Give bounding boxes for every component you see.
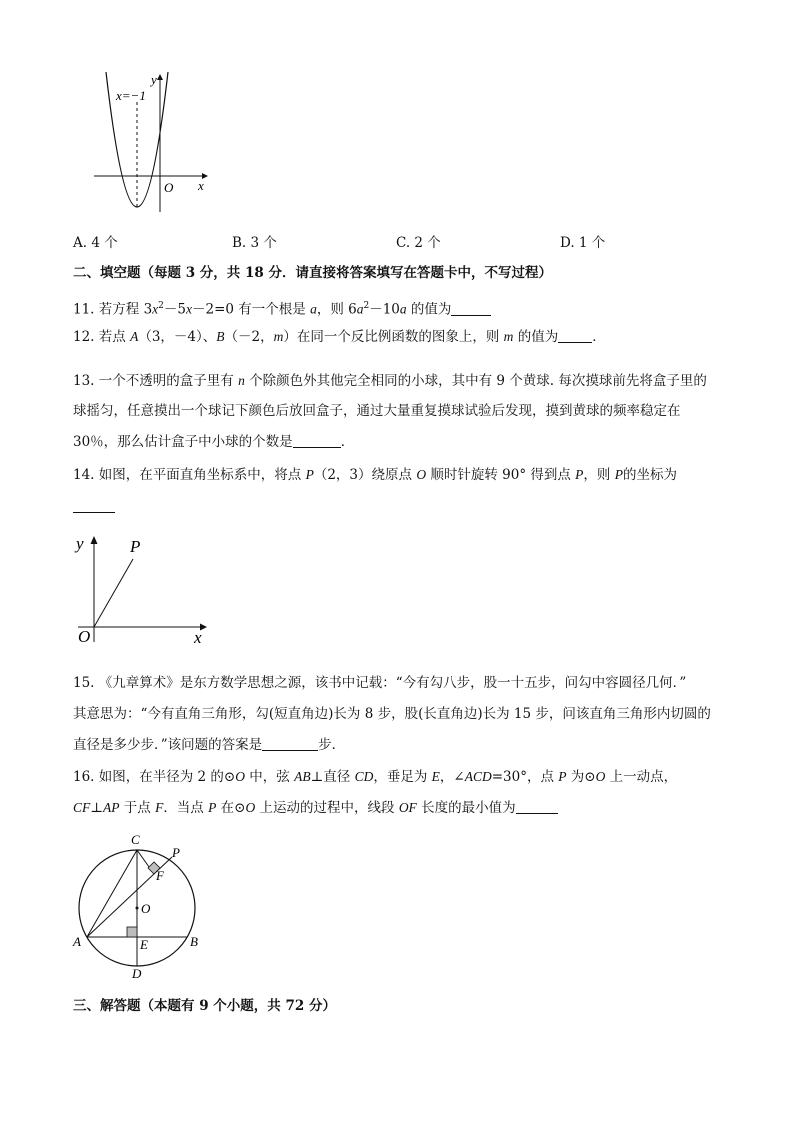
q16-text: 上一动点，: [605, 769, 678, 785]
q12-text: （－2，: [224, 329, 274, 345]
label-e: E: [140, 937, 148, 952]
q14-point-p: P: [305, 467, 314, 482]
option-a: A. 4 个: [73, 235, 118, 251]
segment-ac: [87, 850, 137, 937]
q16-chord-ab: AB: [294, 769, 311, 784]
q13-text: 13. 一个不透明的盒子里有: [73, 373, 239, 389]
x-axis-label: x: [194, 628, 202, 647]
question-14: [73, 465, 677, 485]
x-axis-label: x: [198, 178, 204, 193]
q12-answer-blank[interactable]: [558, 328, 592, 343]
q15-text: 直径是多少步．”该问题的答案是: [73, 737, 263, 753]
point-p-label: P: [130, 537, 141, 556]
q15-text: 步．: [318, 737, 346, 753]
q11-answer-blank[interactable]: [451, 301, 491, 316]
q12-var-m: m: [503, 329, 514, 344]
q12-var-m: m: [273, 329, 284, 344]
q11-text: 若方程 3: [98, 301, 153, 318]
y-axis-label: y: [151, 72, 157, 87]
q11-var-a: a: [310, 301, 317, 317]
question-13-line-2: 球摇匀，任意摸出一个球记下颜色后放回盒子，通过大量重复摸球试验后发现，摸到黄球的频率稳定在: [73, 403, 681, 419]
q16-circle-o: O: [235, 769, 245, 784]
q14-text: 顺时针旋转 90° 得到点: [426, 467, 576, 483]
q16-segment-ap: AP: [102, 800, 120, 815]
axis-of-symmetry-label: x=−1: [116, 88, 146, 103]
q14-point-p-prime: P: [575, 467, 584, 482]
label-d: D: [132, 966, 142, 981]
q13-text: 30％，那么估计盒子中小球的个数是: [73, 434, 293, 450]
q16-text: 16. 如图，在半径为 2 的⊙: [73, 769, 236, 785]
q12-number: 12.: [73, 329, 95, 345]
q12-text: （3，－4）、: [138, 329, 217, 345]
q16-point-p: P: [558, 769, 567, 784]
section-3-title: 三、解答题（本题有 9 个小题，共 72 分）: [73, 998, 336, 1014]
q16-text: 于点: [119, 800, 156, 816]
q16-segment-of: OF: [398, 800, 417, 815]
option-c: C. 2 个: [396, 235, 441, 251]
question-16-line-2: [73, 798, 558, 818]
q14-text: 如图，在平面直角坐标系中，将点: [98, 467, 306, 483]
q12-point-a: A: [130, 329, 139, 344]
q16-segment-cf: CF: [73, 800, 91, 815]
q14-answer-blank[interactable]: [73, 512, 115, 513]
coordinate-figure: [70, 530, 220, 650]
q14-origin-o: O: [416, 467, 427, 482]
q16-text: 长度的最小值为: [416, 800, 516, 816]
q16-foot-e: E: [431, 769, 440, 784]
q14-text: （2，3）绕原点: [313, 467, 417, 483]
question-15-line-2: 其意思为：“今有直角三角形，勾(短直角边)长为 8 步，股(长直角边)长为 15 步，问该直角三角形内切圆的: [73, 706, 711, 722]
question-15-line-1: 15. 《九章算术》是东方数学思想之源，该书中记载：“今有勾八步，股一十五步，问勾中容圆径几何．”: [73, 675, 687, 691]
q16-circle-o: O: [245, 800, 256, 815]
y-axis-arrow: [91, 536, 98, 544]
q16-text: ，垂足为: [373, 769, 432, 785]
q16-point-f: F: [155, 800, 164, 815]
q16-text: 为⊙: [566, 769, 596, 785]
center-dot-o: [136, 907, 139, 910]
origin-label: O: [78, 627, 91, 646]
q16-diameter-cd: CD: [354, 769, 374, 784]
q16-text: ⊥直径: [310, 769, 355, 785]
label-o: O: [141, 901, 151, 916]
q11-text: －5: [163, 301, 186, 318]
q16-text: 中，弦: [245, 769, 295, 785]
y-axis-label: y: [76, 534, 84, 553]
label-p: P: [172, 845, 180, 860]
q11-var-a: a: [356, 301, 364, 317]
q13-answer-blank[interactable]: [293, 433, 341, 448]
q11-text: －10: [369, 301, 400, 318]
q15-answer-blank[interactable]: [262, 736, 318, 751]
q11-number: 11.: [73, 301, 95, 318]
question-11: [73, 296, 491, 320]
q14-point-p-prime: P: [614, 467, 623, 482]
q16-text: ，∠: [439, 769, 465, 785]
origin-label: O: [164, 180, 174, 195]
option-d: D. 1 个: [560, 235, 606, 251]
y-axis-arrow: [157, 74, 163, 80]
section-2-title: 二、填空题（每题 3 分，共 18 分．请直接将答案填写在答题卡中，不写过程）: [73, 265, 552, 281]
question-13-line-1: [73, 371, 707, 391]
q16-angle-acd: ACD: [464, 769, 492, 784]
q11-text: 的值为: [406, 301, 452, 318]
label-f: F: [156, 868, 164, 883]
q12-text: 若点: [98, 329, 131, 345]
option-b: B. 3 个: [232, 235, 277, 251]
q12-text: ．: [592, 329, 606, 345]
question-13-line-3: [73, 432, 354, 452]
q13-text: 个除颜色外其他完全相同的小球，其中有 9 个黄球. 每次摸球前先将盒子里的: [244, 373, 707, 389]
q16-text: ．当点: [163, 800, 209, 816]
q14-text: 的坐标为: [622, 467, 677, 483]
question-16-line-1: [73, 767, 677, 787]
label-a: A: [73, 934, 81, 949]
q16-text: 在⊙: [216, 800, 246, 816]
q12-text: ）在同一个反比例函数的图象上，则: [283, 329, 504, 345]
q16-circle-o: O: [595, 769, 606, 784]
q16-text: ⊥: [90, 800, 103, 816]
q12-text: 的值为: [513, 329, 559, 345]
q16-text: 上运动的过程中，线段: [255, 800, 399, 816]
q16-point-p: P: [208, 800, 217, 815]
question-15-line-3: [73, 735, 345, 755]
q11-exponent: 2: [158, 301, 164, 311]
q14-text: ，则: [583, 467, 615, 483]
q11-exponent: 2: [363, 301, 370, 311]
q16-answer-blank[interactable]: [516, 799, 558, 814]
q16-text: =30°，点: [491, 769, 559, 785]
label-b: B: [190, 934, 198, 949]
q13-var-n: n: [238, 373, 245, 388]
q11-var-a: a: [399, 301, 407, 317]
q11-text: ，则 6: [316, 301, 357, 318]
right-angle-mark-e: [127, 927, 137, 937]
circle-figure: [68, 828, 218, 984]
label-c: C: [131, 832, 140, 847]
q11-text: －2=0 有一个根是: [192, 301, 311, 318]
q14-number: 14.: [73, 467, 95, 483]
segment-op: [94, 559, 133, 627]
q11-var-x: x: [152, 301, 159, 317]
q13-text: ．: [340, 434, 355, 450]
question-12: [73, 327, 606, 347]
q11-var-x: x: [186, 301, 192, 317]
parabola-figure: [90, 70, 220, 220]
q12-point-b: B: [216, 329, 225, 344]
